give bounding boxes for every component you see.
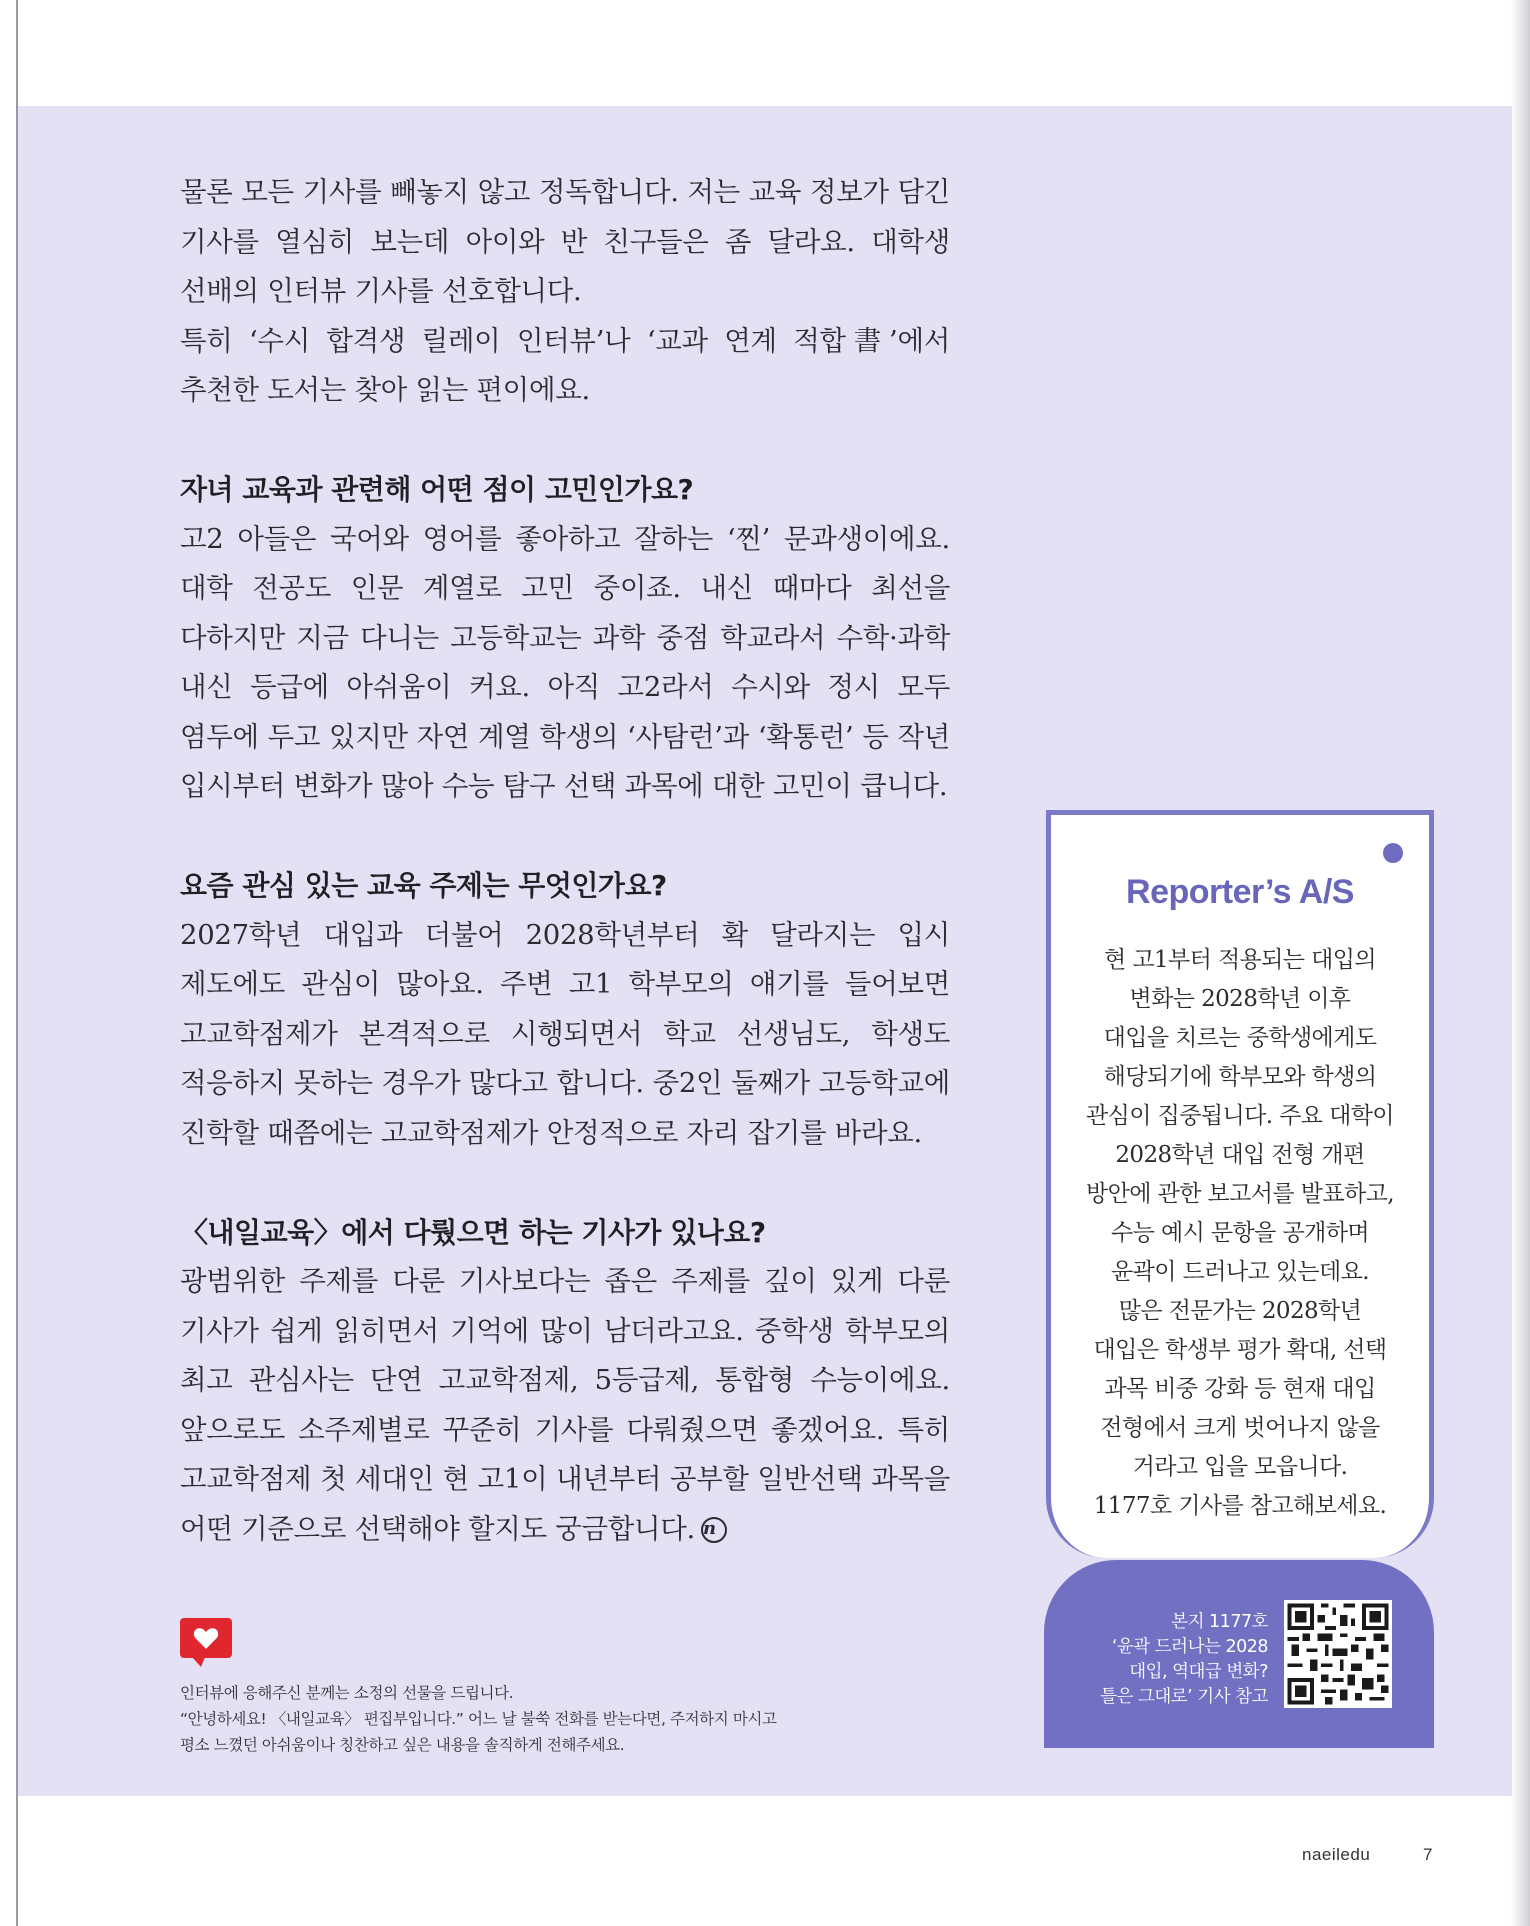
reporter-box-title: Reporter’s A/S [1126,873,1354,911]
box-line: 윤곽이 드러나고 있는데요. [1111,1259,1369,1285]
box-line: 수능 예시 문항을 공개하며 [1111,1220,1369,1246]
box-line: 변화는 2028학년 이후 [1129,986,1351,1012]
footnote-line-2: “안녕하세요! 〈내일교육〉 편집부입니다.” 어느 날 불쑥 전화를 받는다면, 주저하지 마시고 [180,1710,777,1728]
box-line: 관심이 집중됩니다. 주요 대학이 [1086,1103,1394,1129]
qr-code-icon[interactable] [1284,1600,1392,1708]
box-line: 과목 비중 강화 등 현재 대입 [1104,1376,1376,1402]
box-line: 방안에 관한 보고서를 발표하고, [1086,1181,1394,1207]
reference-line: 본지 1177호 [1171,1612,1268,1632]
box-line: 거라고 입을 모읍니다. [1132,1454,1348,1480]
box-line: 많은 전문가는 2028학년 [1118,1298,1362,1324]
question-2: 요즘 관심 있는 교육 주제는 무엇인가요? [180,869,667,902]
reference-line: 틀은 그대로’ 기사 참고 [1100,1687,1268,1707]
reference-panel [1044,1560,1434,1748]
reporter-box-body [1063,941,1417,1526]
answer-2: 2027학년 대입과 더불어 2028학년부터 확 달라지는 입시 제도에도 관심이 많아요. 주변 고1 학부모의 얘기를 들어보면 고교학점제가 본격적으로 시행되면서 학교 선생님도, 학생도 적응하지 못하는 경우가 많다고 합니다. 중2인 둘째가 고등학교에 진학할 때쯤에는 고교학점제가 안정적으로 자리 잡기를 바라요. [180,918,950,1149]
box-line: 대입을 치르는 중학생에게도 [1103,1025,1377,1051]
answer-3-text: 광범위한 주제를 다룬 기사보다는 좁은 주제를 깊이 있게 다룬 기사가 쉽게 읽히면서 기억에 많이 남더라고요. 중학생 학부모의 최고 관심사는 단연 고교학점제, 5등급제, 통합형 수능이에요. 앞으로도 소주제별로 꾸준히 기사를 다뤄줬으면 좋겠어요. 특히 고교학점제 첫 세대인 현 고1이 내년부터 공부할 일반선택 과목을 어떤 기준으로 선택해야 할지도 궁금합니다. [180,1265,950,1545]
footnote-line-1: 인터뷰에 응해주신 분께는 소정의 선물을 드립니다. [180,1684,514,1702]
box-line: 해당되기에 학부모와 학생의 [1103,1064,1377,1090]
end-mark-icon: n [701,1517,727,1543]
intro-paragraph-2: 특히 ‘수시 합격생 릴레이 인터뷰’나 ‘교과 연계 적합書’에서 추천한 도서는 찾아 읽는 편이에요. [180,324,950,406]
box-line: 현 고1부터 적용되는 대입의 [1104,947,1376,973]
answer-3 [180,1257,950,1554]
box-line: 전형에서 크게 벗어나지 않을 [1100,1415,1380,1441]
question-1: 자녀 교육과 관련해 어떤 점이 고민인가요? [180,473,694,506]
page-number: 7 [1423,1845,1433,1864]
page-edge [1510,0,1530,1926]
footnote-line-3: 평소 느꼈던 아쉬움이나 칭찬하고 싶은 내용을 솔직하게 전해주세요. [180,1736,625,1754]
question-3: 〈내일교육〉에서 다뤘으면 하는 기사가 있나요? [180,1215,766,1249]
reference-text [1044,1610,1268,1710]
reporter-as-box [1046,810,1434,1558]
footnote [180,1618,880,1758]
interview-article [180,168,950,1554]
heart-icon [180,1618,232,1658]
reference-line: ‘윤곽 드러나는 2028 [1111,1637,1268,1657]
box-line: 2028학년 대입 전형 개편 [1115,1142,1365,1168]
footer-brand: naeiledu [1302,1845,1371,1864]
reference-line: 대입, 역대급 변화? [1129,1662,1268,1682]
box-line: 대입은 학생부 평가 확대, 선택 [1093,1337,1387,1363]
dot-icon [1383,843,1403,863]
box-line: 1177호 기사를 참고해보세요. [1093,1493,1387,1519]
intro-paragraph-1: 물론 모든 기사를 빼놓지 않고 정독합니다. 저는 교육 정보가 담긴 기사를 열심히 보는데 아이와 반 친구들은 좀 달라요. 대학생 선배의 인터뷰 기사를 선호합니다. [180,176,950,307]
answer-1: 고2 아들은 국어와 영어를 좋아하고 잘하는 ‘찐’ 문과생이에요. 대학 전공도 인문 계열로 고민 중이죠. 내신 때마다 최선을 다하지만 지금 다니는 고등학교는 과학 중점 학교라서 수학·과학 내신 등급에 아쉬움이 커요. 아직 고2라서 수시와 정시 모두 염두에 두고 있지만 자연 계열 학생의 ‘사탐런’과 ‘확통런’ 등 작년 입시부터 변화가 많아 수능 탐구 선택 과목에 대한 고민이 큽니다. [180,522,950,802]
